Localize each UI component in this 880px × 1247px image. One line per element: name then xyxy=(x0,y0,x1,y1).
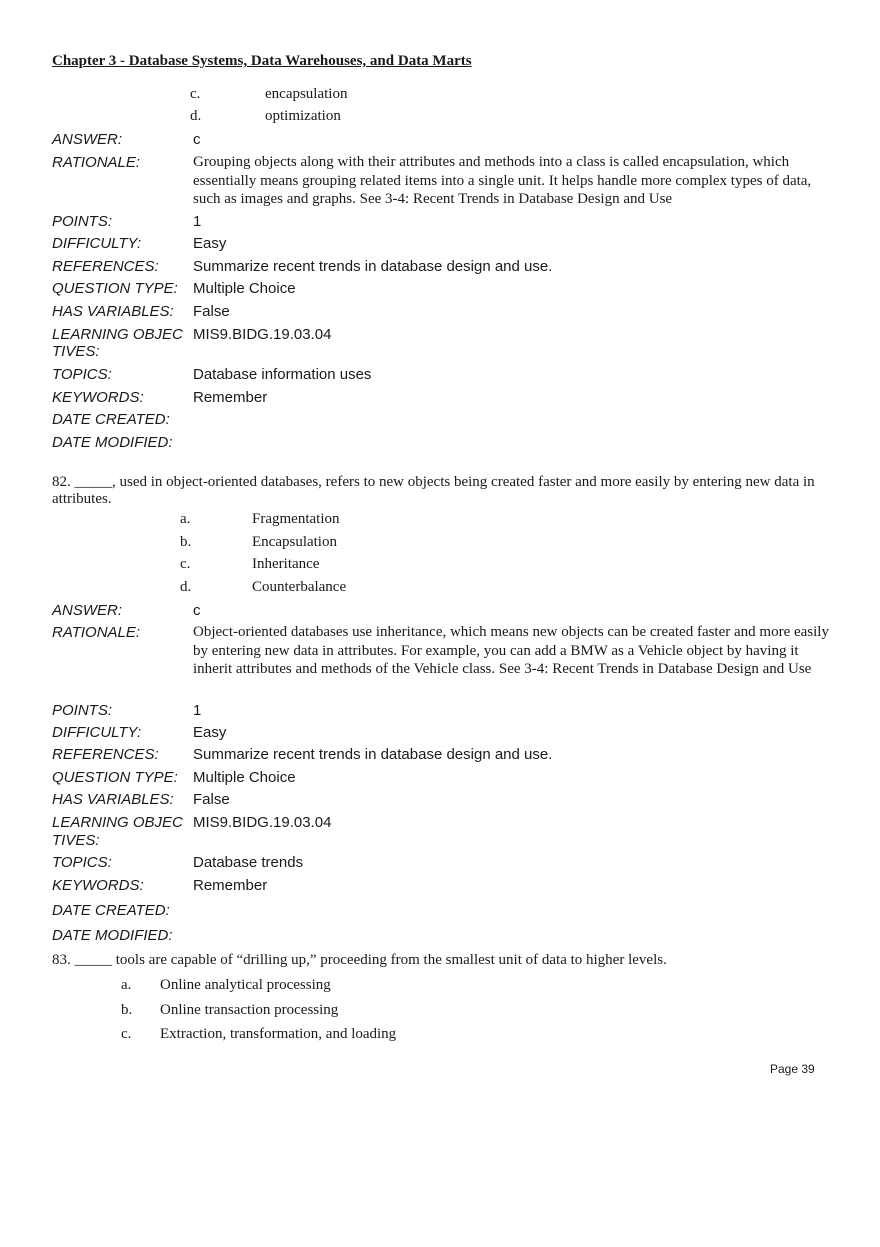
page-number: Page 39 xyxy=(770,1062,815,1076)
points-value: 1 xyxy=(193,213,202,230)
learning-objectives-value: MIS9.BIDG.19.03.04 xyxy=(193,326,332,343)
topics-label: TOPICS: xyxy=(52,366,112,383)
references-value: Summarize recent trends in database design and use. xyxy=(193,258,553,275)
page-header: Chapter 3 - Database Systems, Data Warehouses, and Data Marts xyxy=(52,53,472,69)
option-letter: b. xyxy=(121,1002,133,1018)
date-created-label: DATE CREATED: xyxy=(52,411,170,428)
option-text: Counterbalance xyxy=(252,579,347,595)
learning-objectives-label-cont: TIVES: xyxy=(52,343,100,360)
has-variables-value: False xyxy=(193,303,230,320)
learning-objectives-label-cont: TIVES: xyxy=(52,832,100,849)
rationale-label: RATIONALE: xyxy=(52,154,141,171)
option-text: Inheritance xyxy=(252,556,320,572)
date-created-label: DATE CREATED: xyxy=(52,902,170,919)
rationale-text: Grouping objects along with their attributes and methods into a class is called encapsulation, which essentially means grouping related items into a single unit. It helps handle more complex types of data, such as images and graphs. See 3-4: Recent Trends in Database Design and Use xyxy=(193,154,812,208)
option-letter: c. xyxy=(180,556,191,572)
question-type-value: Multiple Choice xyxy=(193,769,296,786)
learning-objectives-value: MIS9.BIDG.19.03.04 xyxy=(193,814,332,831)
topics-value: Database trends xyxy=(193,854,304,871)
question-stem: 83. _____ tools are capable of “drilling up,” proceeding from the smallest unit of data to higher levels. xyxy=(52,952,667,968)
date-modified-label: DATE MODIFIED: xyxy=(52,927,173,944)
keywords-label: KEYWORDS: xyxy=(52,389,144,406)
option-letter: c. xyxy=(190,86,201,102)
answer-label: ANSWER: xyxy=(52,131,123,148)
difficulty-value: Easy xyxy=(193,235,227,252)
topics-label: TOPICS: xyxy=(52,854,112,871)
question-type-label: QUESTION TYPE: xyxy=(52,769,178,786)
option-text: Extraction, transformation, and loading xyxy=(160,1026,397,1042)
references-value: Summarize recent trends in database design and use. xyxy=(193,746,553,763)
answer-value: c xyxy=(193,602,201,619)
learning-objectives-label: LEARNING OBJEC xyxy=(52,814,183,831)
option-letter: b. xyxy=(180,534,192,550)
answer-value: c xyxy=(193,131,201,148)
points-value: 1 xyxy=(193,702,202,719)
has-variables-label: HAS VARIABLES: xyxy=(52,303,174,320)
option-letter: a. xyxy=(121,977,132,993)
keywords-value: Remember xyxy=(193,389,268,406)
option-letter: d. xyxy=(180,579,192,595)
points-label: POINTS: xyxy=(52,702,113,719)
option-text: Fragmentation xyxy=(252,511,340,527)
option-letter: a. xyxy=(180,511,191,527)
option-text: Encapsulation xyxy=(252,534,337,550)
option-text: Online transaction processing xyxy=(160,1002,339,1018)
answer-label: ANSWER: xyxy=(52,602,123,619)
rationale-text: Object-oriented databases use inheritance, which means new objects can be created faster and more easily by entering new data in attributes. For example, you can add a BMW as a Vehicle object by having it inherit attributes and methods of the Vehicle class. See 3-4: Recent Trends in Database Design and Use xyxy=(193,624,829,678)
rationale-label: RATIONALE: xyxy=(52,624,141,641)
has-variables-value: False xyxy=(193,791,230,808)
option-text: optimization xyxy=(265,108,341,124)
references-label: REFERENCES: xyxy=(52,746,159,763)
topics-value: Database information uses xyxy=(193,366,372,383)
has-variables-label: HAS VARIABLES: xyxy=(52,791,174,808)
keywords-value: Remember xyxy=(193,877,268,894)
date-modified-label: DATE MODIFIED: xyxy=(52,434,173,451)
option-text: encapsulation xyxy=(265,86,348,102)
question-type-value: Multiple Choice xyxy=(193,280,296,297)
question-type-label: QUESTION TYPE: xyxy=(52,280,178,297)
learning-objectives-label: LEARNING OBJEC xyxy=(52,326,183,343)
option-letter: c. xyxy=(121,1026,132,1042)
difficulty-label: DIFFICULTY: xyxy=(52,724,142,741)
points-label: POINTS: xyxy=(52,213,113,230)
option-letter: d. xyxy=(190,108,202,124)
references-label: REFERENCES: xyxy=(52,258,159,275)
option-text: Online analytical processing xyxy=(160,977,331,993)
difficulty-label: DIFFICULTY: xyxy=(52,235,142,252)
difficulty-value: Easy xyxy=(193,724,227,741)
question-stem: 82. _____, used in object-oriented databases, refers to new objects being created faster and more easily by entering new data in attributes. xyxy=(52,474,815,507)
keywords-label: KEYWORDS: xyxy=(52,877,144,894)
